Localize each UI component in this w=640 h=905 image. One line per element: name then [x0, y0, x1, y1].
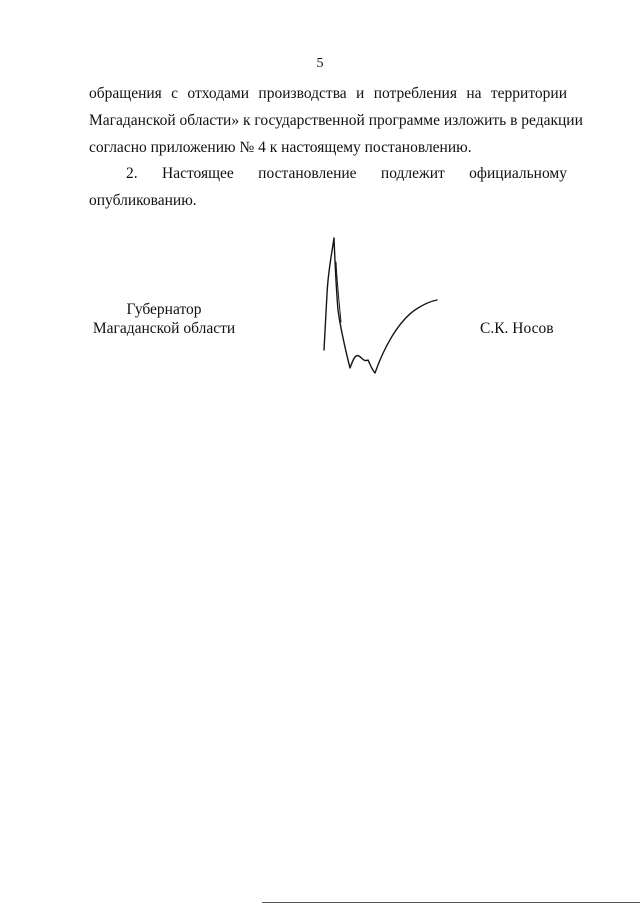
signatory-region: Магаданской области — [92, 320, 236, 337]
paragraph-line: опубликованию. — [89, 192, 197, 209]
signatory-position: Губернатор — [126, 301, 202, 318]
handwritten-signature — [308, 232, 448, 382]
paragraph-line: обращения с отходами производства и потребления на территории — [89, 85, 567, 102]
paragraph-amendment — [89, 80, 583, 161]
paragraph-line: Магаданской области» к государственной программе изложить в редакции — [89, 112, 583, 129]
signatory-name: С.К. Носов — [480, 320, 554, 337]
paragraph-publication — [89, 160, 567, 214]
page-number: 5 — [316, 56, 324, 71]
bottom-rule — [262, 902, 640, 903]
signatory-title — [89, 300, 239, 338]
paragraph-line: согласно приложению № 4 к настоящему постановлению. — [89, 139, 472, 156]
paragraph-line: 2. Настоящее постановление подлежит официальному — [126, 165, 567, 182]
